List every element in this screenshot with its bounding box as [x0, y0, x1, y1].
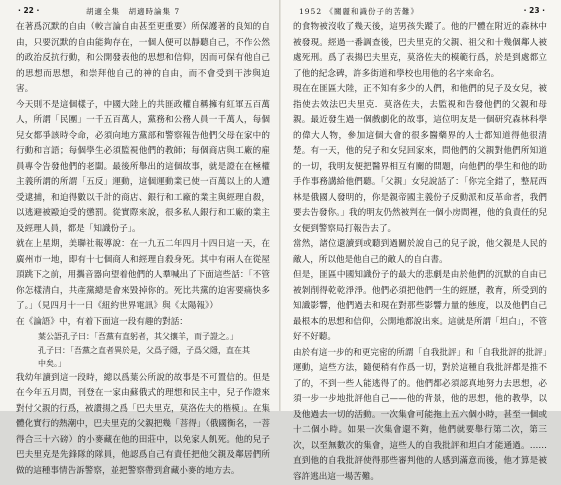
right-page-body — [293, 20, 547, 485]
quote-line: 中矣。」 — [38, 357, 270, 371]
left-paragraph: 在著爲沉默的自由（較言論自由甚至更重要）所保護著的良知的自由，只要沉默的自由能夠存在，一個人便可以靜聽自己，不作公然的政治反抗行動，和公開發表他的思想和信仰，因而可保有他自己的思想而思想，和崇拜他自己的神的自由，而不會受到干涉與迫害。 — [16, 20, 270, 98]
right-paragraph: 的食物被沒收了幾天後，這男孩失蹤了。他的尸體在附近的森林中被發現。經過一番調查後，巴夫里克的父親、祖父和十幾個鄰人被處死刑。爲了表揚巴夫里克，莫洛佐夫的模範行爲，於是到處都立了他的紀念碑，許多街道和學校也用他的名字來命名。 — [293, 20, 547, 82]
left-page-header — [16, 6, 270, 20]
right-page-header — [293, 6, 547, 20]
left-paragraph: 我幼年讀到這一段時，總以爲葉公所說的故事是不可置信的。但是在今年五月間，刊登在一家由蘇俄式的理想和民主中，兒子作證來對付父親的行爲，被讚揚之爲「巴夫里克，莫洛佐夫的楷模」。在集體化實行的熱潮中，巴夫里克的父親把幾「菩得」（俄國衡名，一菩得合三十六磅）的小麥藏在他的田莊中，以免家人飢死。他的兒子巴夫里克是先鋒隊的隊員，他認爲自己有責任把他父親及鄰居們所做的這種事情告訴警察，並把警察帶到倉藏小麥的地方去。 — [16, 371, 270, 480]
analects-quote — [38, 330, 270, 371]
left-paragraph: 就在上星期，美聯社報導說：在一九五二年四月十四日這一天，在廣州市一地，即有十七個商人和經理自殺身死。其中有兩人在從屋頂跳下之前，用攜音器向望着他們的人羣喊出了下面這些話：「不管你怎樣清白，共產黨總是會來毀掉你的。死比共黨的迫害要痛快多了。」（見四月十一日《紐約世界電訊》與《太陽報》） — [16, 237, 270, 315]
right-page — [281, 0, 561, 411]
left-paragraph: 今天則不是這個樣子，中國大陸上的共匪政權自稱擁有紅軍五百萬人，所謂「民團」一千五百萬人，黨務和公務人員一千萬人，每個兒女都爭該時令命，必須向地方黨部和警察報告他們父母在家中的行動和言語；每個學生必須監視他們的教師；每個商店與工廠的雇員專令告發他們的老闆。最後所舉出的這個故事，就是證在在極權主義所謂的所謂「五反」運動，這個運動業已使一百萬以上的人遭受逮捕，和迫得數以千計的商店、銀行和工廠的業主與經理自殺，以逃避被毆迫受的懲罰。從實際來說，很多私人銀行和工廠的業主及經理人員，都是「知識份子」。 — [16, 98, 270, 238]
right-paragraph: 現在在匪區大陸，正不知有多少的人們，和他們的兒子及女兒，被指使去效法巴夫里克．莫洛佐夫，去監視和告發他們的父親和母親。最近發生過一個戲劇化的故事，這位明友是一個研究森林科學的偉大人物，參加這個大會的很多醫藥界的人士都知道得他很清楚。有一天，他的兒子和女兒回家來，問他們的父親對他們所知道的一切，我明友便把醫界相互有關的問題，向他們的學生和他的助手作事務講給他們聽。「父親」女兒說話了：「你完全錯了，整屁西林是俄國人發明的，你是親帝國主義份子反動派和反革命者，我們要去告發你。」我的明友仍然被判在一個小房間裡，他的負責任的兒女便到警察局打報告去了。 — [293, 82, 547, 237]
left-page-number: · 22 · — [18, 6, 39, 15]
left-page-body — [16, 20, 270, 479]
quote-line: 葉公語孔子曰：「吾黨有直躬者，其父攘羊，而子證之。」 — [38, 330, 270, 344]
right-page-number: · 23 · — [524, 6, 545, 15]
quote-line: 孔子曰：「吾黨之直者異於是，父爲子隱，子爲父隱，直在其 — [38, 344, 270, 358]
right-running-head: 1952 《關麗和識份子的苦難》 — [299, 6, 419, 17]
right-paragraph: 當然，諸位還讀到或聽到過關於說自己的兒子說，他父親是人民的敵人，所以他是他自己的敵人的自白書。 — [293, 237, 547, 268]
left-page — [0, 0, 280, 411]
right-paragraph: 由於有這一步的和更完密的所謂「自我批評」和「自我批評的批評」運動，這些方法，隨便稍有作爲一切，對於這種自我批評都是推不了的，不到一些人能逃得了的。他們都必須認真地努力去思想，必須一步一步地批評他自己——他的背景，他的思想，他的教學，以及他過去一切的活動。一次集會可能拖上五六個小時，甚至一個或十二個小時。如果一次集會還不夠，他們就要舉行第二次，第三次，以至無數次的集會，這些人的自我批評和坦白才能通過。……直到他的自我批評使得那些審判他的人感到滿意而後，他才算是被容許逃出這一場苦難。 — [293, 346, 547, 485]
left-running-head: 胡適全集 胡適時論集 7 — [86, 6, 180, 17]
right-paragraph: 但是，匪區中國知識份子的最大的悲劇是由於他們的沉默的自由已被剝削得乾乾淨淨。他們必須把他們一生的經歷，教育，所受到的知識影響，他們過去和現在對那些影響力量的態度，以及他們自己最根本的思想和信仰，公開地都說出來。這就是所謂「坦白」，不管好不好聽。 — [293, 268, 547, 346]
left-paragraph: 在《論語》中，有着下面這一段有趣的對話： — [16, 315, 270, 331]
